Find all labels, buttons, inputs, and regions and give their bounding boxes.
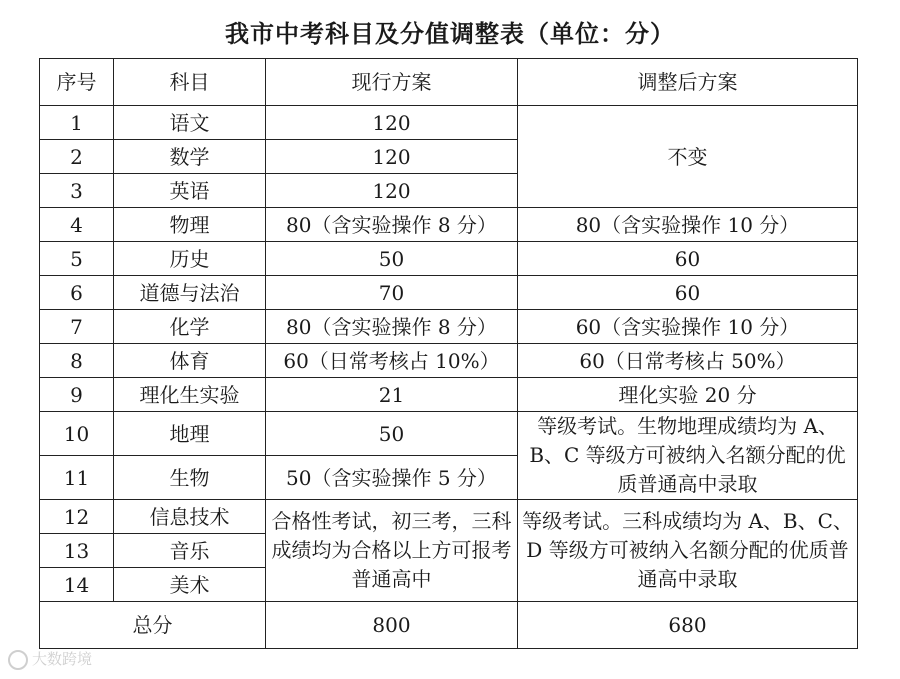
row-current: 80（含实验操作 8 分） [266, 208, 518, 242]
row-subject: 音乐 [114, 534, 266, 568]
row-current: 50 [266, 412, 518, 456]
row-no: 12 [40, 500, 114, 534]
row-current: 50 [266, 242, 518, 276]
row-current: 21 [266, 378, 518, 412]
merged-arts-current: 合格性考试，初三考，三科成绩均为合格以上方可报考普通高中 [266, 500, 518, 602]
row-no: 1 [40, 106, 114, 140]
row-no: 11 [40, 456, 114, 500]
table-row [40, 378, 858, 412]
table-row [40, 276, 858, 310]
header-no: 序号 [40, 59, 114, 106]
watermark-logo-icon [8, 650, 28, 670]
row-adjusted: 60 [518, 242, 858, 276]
table-row [40, 242, 858, 276]
row-no: 5 [40, 242, 114, 276]
table-row [40, 310, 858, 344]
row-current: 120 [266, 140, 518, 174]
row-current: 70 [266, 276, 518, 310]
row-adjusted: 60（日常考核占 50%） [518, 344, 858, 378]
row-no: 8 [40, 344, 114, 378]
header-adjusted: 调整后方案 [518, 59, 858, 106]
row-adjusted: 80（含实验操作 10 分） [518, 208, 858, 242]
header-subject: 科目 [114, 59, 266, 106]
merged-unchanged: 不变 [518, 106, 858, 208]
row-subject: 化学 [114, 310, 266, 344]
header-current: 现行方案 [266, 59, 518, 106]
merged-geo-bio-adjusted: 等级考试。生物地理成绩均为 A、B、C 等级方可被纳入名额分配的优质普通高中录取 [518, 412, 858, 500]
row-subject: 英语 [114, 174, 266, 208]
row-no: 14 [40, 568, 114, 602]
row-subject: 地理 [114, 412, 266, 456]
row-adjusted: 60 [518, 276, 858, 310]
watermark [8, 648, 92, 670]
row-subject: 体育 [114, 344, 266, 378]
row-no: 2 [40, 140, 114, 174]
table-row [40, 500, 858, 534]
row-adjusted: 理化实验 20 分 [518, 378, 858, 412]
row-no: 4 [40, 208, 114, 242]
total-row [40, 602, 858, 649]
row-subject: 理化生实验 [114, 378, 266, 412]
score-table [39, 58, 858, 649]
row-subject: 道德与法治 [114, 276, 266, 310]
table-row [40, 412, 858, 456]
row-subject: 美术 [114, 568, 266, 602]
table-row [40, 344, 858, 378]
row-subject: 历史 [114, 242, 266, 276]
row-current: 50（含实验操作 5 分） [266, 456, 518, 500]
row-current: 80（含实验操作 8 分） [266, 310, 518, 344]
row-current: 60（日常考核占 10%） [266, 344, 518, 378]
row-no: 9 [40, 378, 114, 412]
row-adjusted: 60（含实验操作 10 分） [518, 310, 858, 344]
row-no: 6 [40, 276, 114, 310]
row-subject: 数学 [114, 140, 266, 174]
total-adjusted: 680 [518, 602, 858, 649]
table-title: 我市中考科目及分值调整表（单位：分） [225, 20, 675, 48]
row-subject: 语文 [114, 106, 266, 140]
row-no: 7 [40, 310, 114, 344]
table-row [40, 106, 858, 140]
table-row [40, 208, 858, 242]
row-subject: 物理 [114, 208, 266, 242]
row-current: 120 [266, 174, 518, 208]
row-subject: 生物 [114, 456, 266, 500]
watermark-text: 大数跨境 [32, 650, 93, 668]
row-current: 120 [266, 106, 518, 140]
total-label: 总分 [40, 602, 266, 649]
row-no: 13 [40, 534, 114, 568]
header-row [40, 59, 858, 106]
row-no: 3 [40, 174, 114, 208]
total-current: 800 [266, 602, 518, 649]
row-no: 10 [40, 412, 114, 456]
row-subject: 信息技术 [114, 500, 266, 534]
merged-arts-adjusted: 等级考试。三科成绩均为 A、B、C、D 等级方可被纳入名额分配的优质普通高中录取 [518, 500, 858, 602]
